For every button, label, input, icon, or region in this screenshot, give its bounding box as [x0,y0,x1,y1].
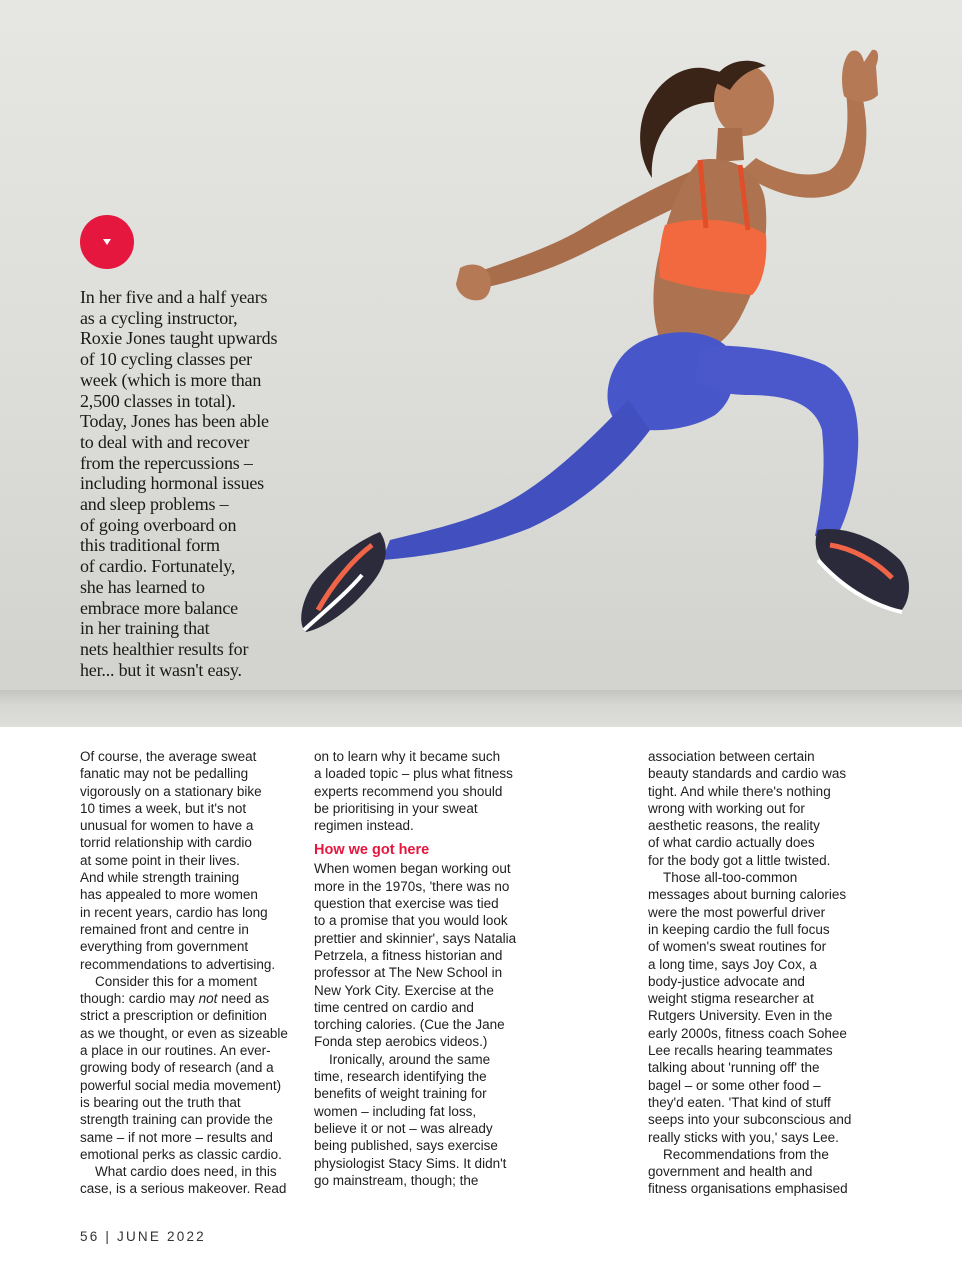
body-line: torching calories. (Cue the Jane [314,1017,505,1033]
intro-line: in her training that [80,618,210,639]
body-line: being published, says exercise [314,1138,498,1154]
intro-line: of going overboard on [80,514,237,535]
body-line: in recent years, cardio has long [80,904,268,920]
body-line: fitness organisations emphasised [648,1181,848,1197]
body-line: remained front and centre in [80,921,249,937]
intro-line: from the repercussions – [80,452,253,473]
body-line: of what cardio actually does [648,835,815,851]
body-line: messages about burning calories [648,887,847,903]
body-line: emotional perks as classic cardio. [80,1146,282,1162]
body-line: powerful social media movement) [80,1077,282,1093]
intro-line: as a cycling instructor, [80,307,238,328]
body-line: unusual for women to have a [80,818,254,834]
body-line: And while strength training [80,870,240,886]
body-line: early 2000s, fitness coach Sohee [648,1025,847,1041]
section-subheading: How we got here [314,842,430,859]
body-line: for the body got a little twisted. [648,852,831,868]
body-line: at some point in their lives. [80,852,240,868]
body-line: Petrzela, a fitness historian and [314,947,503,963]
body-line: time centred on cardio and [314,999,474,1015]
body-line: physiologist Stacy Sims. It didn't [314,1155,507,1171]
body-line: Lee recalls hearing teammates [648,1043,833,1059]
body-line: aesthetic reasons, the reality [648,818,820,834]
body-column-1 [80,748,296,1198]
section-badge [80,215,134,269]
intro-line: her... but it wasn't easy. [80,659,242,680]
body-line: be prioritising in your sweat [314,800,478,816]
body-line: association between certain [648,749,815,764]
body-line: a long time, says Joy Cox, a [648,956,817,972]
body-line: government and health and [648,1164,813,1180]
body-line [80,990,296,1007]
body-line: same – if not more – results and [80,1129,273,1145]
body-line: growing body of research (and a [80,1060,274,1076]
body-line: seeps into your subconscious and [648,1112,852,1128]
body-line: weight stigma researcher at [648,991,814,1007]
body-line: Of course, the average sweat [80,749,257,764]
intro-standfirst [80,287,312,680]
intro-line: she has learned to [80,576,205,597]
body-line: to a promise that you would look [314,913,508,929]
body-line: Recommendations from the [663,1146,829,1162]
body-line: as we thought, or even as sizeable [80,1025,288,1041]
body-line: tight. And while there's nothing [648,783,831,799]
body-text: though: cardio may [80,991,195,1007]
body-line: experts recommend you should [314,783,503,799]
intro-line: 2,500 classes in total). [80,390,236,411]
body-line: wrong with working out for [648,800,805,816]
body-line: strict a prescription or definition [80,1008,267,1024]
body-line: professor at The New School in [314,965,503,981]
intro-line: Today, Jones has been able [80,411,269,432]
body-line: time, research identifying the [314,1069,487,1085]
intro-line: embrace more balance [80,597,238,618]
body-line: of women's sweat routines for [648,939,827,955]
page-folio: 56 | JUNE 2022 [80,1229,206,1244]
body-line: more in the 1970s, 'there was no [314,878,510,894]
intro-line: including hormonal issues [80,473,264,494]
body-line: prettier and skinnier', says Natalia [314,930,517,946]
body-line: is bearing out the truth that [80,1094,241,1110]
body-line: beauty standards and cardio was [648,766,847,782]
body-line: talking about 'running off' the [648,1060,820,1076]
intro-line: this traditional form [80,535,220,556]
emphasis-text: not [198,991,218,1007]
intro-line: nets healthier results for [80,638,249,659]
chevron-down-icon [103,239,111,245]
body-line: Rutgers University. Even in the [648,1008,833,1024]
body-line: everything from government [80,939,249,955]
body-line: women – including fat loss, [314,1103,477,1119]
body-line: go mainstream, though; the [314,1172,479,1188]
intro-line: of cardio. Fortunately, [80,556,236,577]
body-line: a place in our routines. An ever- [80,1043,271,1059]
body-line: 10 times a week, but it's not [80,800,247,816]
body-line: bagel – or some other food – [648,1077,821,1093]
body-line: they'd eaten. 'That kind of stuff [648,1094,831,1110]
intro-line: week (which is more than [80,369,262,390]
body-line: Ironically, around the same [329,1051,491,1067]
body-line: What cardio does need, in this [95,1164,277,1180]
body-column-2 [314,748,530,1189]
body-line: vigorously on a stationary bike [80,783,262,799]
body-line: fanatic may not be pedalling [80,766,249,782]
body-line: believe it or not – was already [314,1120,493,1136]
body-line: question that exercise was tied [314,896,499,912]
body-line: body-justice advocate and [648,973,805,989]
intro-line: In her five and a half years [80,287,268,307]
intro-line: of 10 cycling classes per [80,349,252,370]
intro-line: and sleep problems – [80,494,229,515]
body-line: benefits of weight training for [314,1086,487,1102]
body-line: case, is a serious makeover. Read [80,1181,287,1197]
body-line: strength training can provide the [80,1112,273,1128]
runner-raised-hand [842,50,878,102]
body-line: torrid relationship with cardio [80,835,252,851]
body-line: regimen instead. [314,818,414,834]
body-line: recommendations to advertising. [80,956,276,972]
intro-line: Roxie Jones taught upwards [80,328,278,349]
body-line: on to learn why it became such [314,749,501,764]
body-line: When women began working out [314,861,511,877]
body-line: Fonda step aerobics videos.) [314,1034,488,1050]
body-line: really sticks with you,' says Lee. [648,1129,839,1145]
body-line: Those all-too-common [663,870,798,886]
body-line: has appealed to more women [80,887,258,903]
body-text: need as [221,991,270,1007]
intro-line: to deal with and recover [80,431,250,452]
body-line: a loaded topic – plus what fitness [314,766,513,782]
body-column-3 [648,748,864,1198]
body-line: were the most powerful driver [648,904,826,920]
body-line: New York City. Exercise at the [314,982,494,998]
body-line: in keeping cardio the full focus [648,921,830,937]
body-line: Consider this for a moment [95,973,258,989]
